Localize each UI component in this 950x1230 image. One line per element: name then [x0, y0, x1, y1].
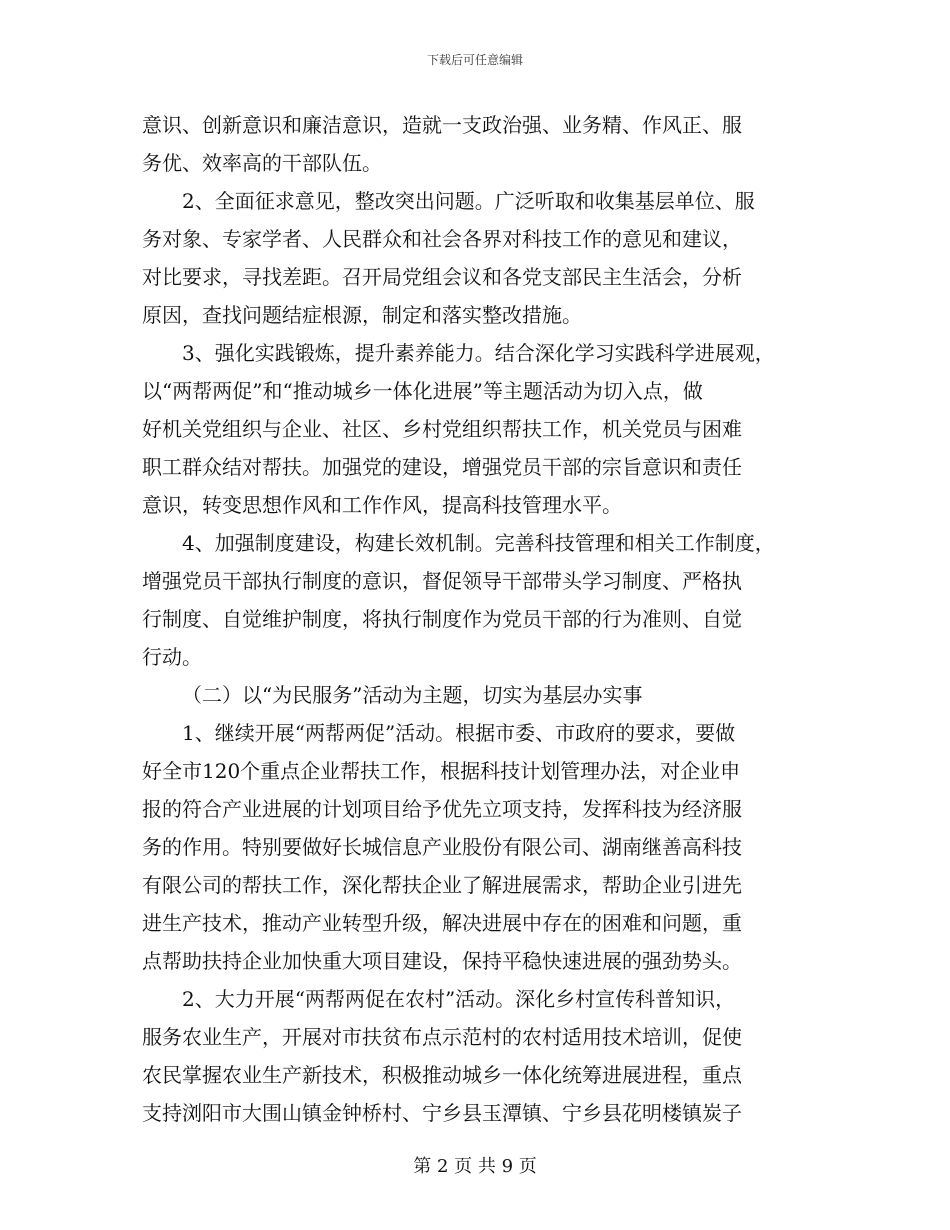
- text-line: 1、继续开展“两帮两促”活动。根据市委、市政府的要求，要做: [182, 721, 736, 745]
- text-line: 增强党员干部执行制度的意识，督促领导干部带头学习制度、严格执: [142, 569, 742, 593]
- text-line: 进生产技术，推动产业转型升级，解决进展中存在的困难和问题，重: [142, 911, 742, 935]
- text-line: 行制度、自觉维护制度，将执行制度作为党员干部的行为准则、自觉: [142, 607, 742, 631]
- text-line: 2、大力开展“两帮两促在农村”活动。深化乡村宣传科普知识，: [182, 987, 736, 1011]
- text-line: 好全市120个重点企业帮扶工作，根据科技计划管理办法，对企业申: [142, 759, 741, 783]
- text-line: 4、加强制度建设，构建长效机制。完善科技管理和相关工作制度，: [182, 531, 775, 555]
- text-line: 职工群众结对帮扶。加强党的建设，增强党员干部的宗旨意识和责任: [142, 455, 742, 479]
- text-line: 点帮助扶持企业加快重大项目建设，保持平稳快速进展的强劲势头。: [142, 949, 742, 973]
- text-line: 报的符合产业进展的计划项目给予优先立项支持，发挥科技为经济服: [142, 797, 742, 821]
- text-line: 对比要求，寻找差距。召开局党组会议和各党支部民主生活会，分析: [142, 265, 742, 289]
- text-line: 支持浏阳市大围山镇金钟桥村、宁乡县玉潭镇、宁乡县花明楼镇炭子: [142, 1101, 742, 1125]
- text-line: 务的作用。特别要做好长城信息产业股份有限公司、湖南继善高科技: [142, 835, 742, 859]
- page-footer: 第 2 页 共 9 页: [413, 1156, 537, 1177]
- document-body: [142, 106, 822, 1132]
- text-line: 好机关党组织与企业、社区、乡村党组织帮扶工作，机关党员与困难: [142, 417, 742, 441]
- text-line: 有限公司的帮扶工作，深化帮扶企业了解进展需求，帮助企业引进先: [142, 873, 742, 897]
- text-line: 行动。: [142, 645, 202, 669]
- text-line: 2、全面征求意见，整改突出问题。广泛听取和收集基层单位、服: [182, 189, 755, 213]
- text-line: 意识，转变思想作风和工作作风，提高科技管理水平。: [142, 493, 622, 517]
- text-line: 3、强化实践锻炼，提升素养能力。结合深化学习实践科学进展观，: [182, 341, 775, 365]
- text-line: 务优、效率高的干部队伍。: [142, 151, 382, 175]
- text-line: 农民掌握农业生产新技术，积极推动城乡一体化统筹进展进程，重点: [142, 1063, 742, 1087]
- page-header: 下载后可任意编辑: [426, 53, 523, 67]
- text-line: 意识、创新意识和廉洁意识，造就一支政治强、业务精、作风正、服: [142, 113, 742, 137]
- text-line: （二）以“为民服务”活动为主题，切实为基层办实事: [182, 683, 643, 707]
- text-line: 务对象、专家学者、人民群众和社会各界对科技工作的意见和建议，: [142, 227, 742, 251]
- text-line: 以“两帮两促”和“推动城乡一体化进展”等主题活动为切入点，做: [142, 379, 703, 403]
- text-line: 原因，查找问题结症根源，制定和落实整改措施。: [142, 303, 582, 327]
- text-line: 服务农业生产，开展对市扶贫布点示范村的农村适用技术培训，促使: [142, 1025, 742, 1049]
